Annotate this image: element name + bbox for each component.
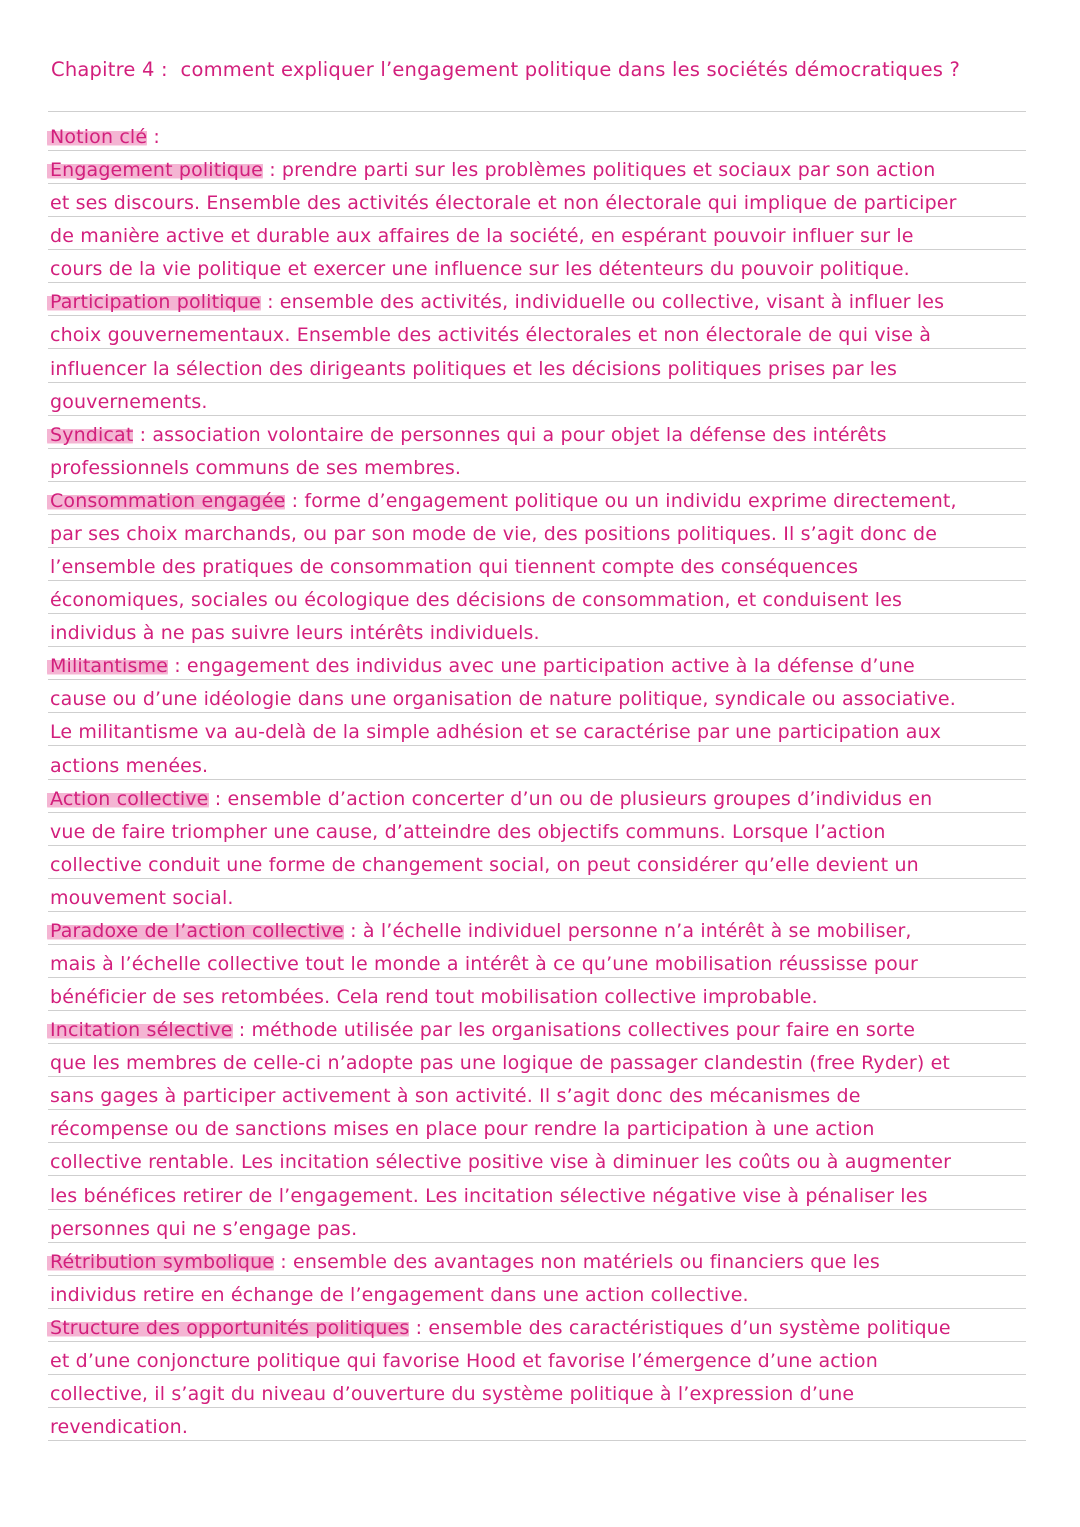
ruled-line (48, 580, 1026, 581)
line-text: choix gouvernementaux. Ensemble des activités électorales et non électorale de qui vise à (50, 324, 932, 347)
ruled-line (48, 183, 1026, 184)
ruled-line (48, 1242, 1026, 1243)
highlighted-term: Consommation engagée (47, 490, 285, 512)
line-text: collective rentable. Les incitation sélective positive vise à diminuer les coûts ou à augmenter (50, 1151, 952, 1174)
highlighted-term: Paradoxe de l’action collective (47, 920, 344, 942)
ruled-line (48, 878, 1026, 879)
page-title: Chapitre 4 : comment expliquer l’engagement politique dans les sociétés démocratiques ? (51, 58, 961, 81)
ruled-line (48, 712, 1026, 713)
highlighted-term: Participation politique (47, 291, 261, 313)
highlighted-term: Incitation sélective (47, 1019, 233, 1041)
ruled-line (48, 845, 1026, 846)
ruled-line (48, 547, 1026, 548)
line-text: cours de la vie politique et exercer une influence sur les détenteurs du pouvoir politique. (50, 258, 910, 281)
highlighted-term: Action collective (47, 788, 209, 810)
line-text: gouvernements. (50, 390, 208, 413)
line-text: : forme d’engagement politique ou un individu exprime directement, (285, 489, 957, 512)
ruled-line (48, 448, 1026, 449)
ruled-line (48, 382, 1026, 383)
line-text: : à l’échelle individuel personne n’a intérêt à se mobiliser, (343, 919, 912, 942)
highlighted-term: Militantisme (47, 655, 168, 677)
ruled-line (48, 1308, 1026, 1309)
line-text: : ensemble des avantages non matériels ou financiers que les (274, 1250, 880, 1273)
ruled-line (48, 111, 1026, 112)
line-text: professionnels communs de ses membres. (50, 456, 462, 479)
ruled-line (48, 1076, 1026, 1077)
line-text: sans gages à participer activement à son activité. Il s’agit donc des mécanismes de (50, 1085, 861, 1108)
line-text: vue de faire triompher une cause, d’atteindre des objectifs communs. Lorsque l’action (50, 820, 886, 843)
highlighted-term: Rétribution symbolique (47, 1251, 274, 1273)
line-text: mais à l’échelle collective tout le monde a intérêt à ce qu’une mobilisation réussisse pour (50, 953, 919, 975)
ruled-line (48, 1440, 1026, 1441)
ruled-line (48, 282, 1026, 283)
line-text: : (147, 126, 160, 148)
ruled-line (48, 150, 1026, 151)
ruled-line (48, 1109, 1026, 1110)
line-text: les bénéfices retirer de l’engagement. Les incitation sélective négative vise à pénaliser les (50, 1184, 928, 1207)
ruled-line (48, 348, 1026, 349)
line-text: influencer la sélection des dirigeants politiques et les décisions politiques prises par les (50, 357, 898, 380)
highlighted-term: Syndicat (47, 424, 133, 446)
line-text: : ensemble des caractéristiques d’un système politique (409, 1316, 951, 1339)
line-text: l’ensemble des pratiques de consommation qui tiennent compte des conséquences (50, 556, 859, 579)
ruled-line (48, 1407, 1026, 1408)
ruled-line (48, 812, 1026, 813)
line-text: : engagement des individus avec une participation active à la défense d’une (168, 655, 915, 678)
line-text: économiques, sociales ou écologique des décisions de consommation, et conduisent les (50, 589, 903, 612)
line-text: cause ou d’une idéologie dans une organisation de nature politique, syndicale ou associative. (50, 688, 956, 711)
line-text: bénéficier de ses retombées. Cela rend tout mobilisation collective improbable. (50, 986, 818, 1009)
ruled-line (48, 679, 1026, 680)
highlighted-term: Structure des opportunités politiques (47, 1317, 409, 1339)
ruled-line (48, 1374, 1026, 1375)
ruled-line (48, 944, 1026, 945)
ruled-line (48, 745, 1026, 746)
line-text: Le militantisme va au-delà de la simple adhésion et se caractérise par une participation aux (50, 721, 942, 744)
ruled-line (48, 613, 1026, 614)
line-text: revendication. (50, 1416, 189, 1439)
line-text: récompense ou de sanctions mises en place pour rendre la participation à une action (50, 1118, 875, 1141)
line-text: collective conduit une forme de changement social, on peut considérer qu’elle devient un (50, 853, 919, 876)
line-text: individus à ne pas suivre leurs intérêts individuels. (50, 622, 540, 645)
line-text: : ensemble d’action concerter d’un ou de plusieurs groupes d’individus en (208, 787, 933, 810)
ruled-line (48, 977, 1026, 978)
line-text: personnes qui ne s’engage pas. (50, 1217, 358, 1240)
ruled-line (48, 249, 1026, 250)
line-text: et d’une conjoncture politique qui favorise Hood et favorise l’émergence d’une action (50, 1349, 878, 1372)
ruled-line (48, 216, 1026, 217)
ruled-line (48, 1175, 1026, 1176)
ruled-line (48, 481, 1026, 482)
ruled-line (48, 1275, 1026, 1276)
line-text: collective, il s’agit du niveau d’ouverture du système politique à l’expression d’une (50, 1383, 855, 1406)
line-text: actions menées. (50, 754, 209, 777)
line-text: mouvement social. (50, 886, 234, 909)
ruled-line (48, 415, 1026, 416)
line-text: individus retire en échange de l’engagement dans une action collective. (50, 1283, 749, 1306)
ruled-line (48, 1043, 1026, 1044)
highlighted-term: Engagement politique (47, 159, 263, 181)
ruled-line (48, 1142, 1026, 1143)
highlighted-term: Notion clé (47, 126, 147, 148)
ruled-line (48, 646, 1026, 647)
line-text: que les membres de celle-ci n’adopte pas une logique de passager clandestin (free Ryder) et (50, 1052, 951, 1075)
line-text: : ensemble des activités, individuelle ou collective, visant à influer les (260, 291, 945, 314)
ruled-line (48, 1341, 1026, 1342)
ruled-line (48, 514, 1026, 515)
line-text: : prendre parti sur les problèmes politiques et sociaux par son action (263, 159, 936, 182)
ruled-line (48, 1209, 1026, 1210)
ruled-line (48, 315, 1026, 316)
ruled-line (48, 1010, 1026, 1011)
line-text: : association volontaire de personnes qui a pour objet la défense des intérêts (133, 423, 887, 446)
ruled-line (48, 911, 1026, 912)
line-text: de manière active et durable aux affaires de la société, en espérant pouvoir influer sur le (50, 225, 914, 248)
line-text: par ses choix marchands, ou par son mode de vie, des positions politiques. Il s’agit donc de (50, 522, 938, 545)
line-text: et ses discours. Ensemble des activités électorale et non électorale qui implique de participer (50, 192, 957, 215)
ruled-line (48, 779, 1026, 780)
line-text: : méthode utilisée par les organisations collectives pour faire en sorte (232, 1019, 916, 1042)
